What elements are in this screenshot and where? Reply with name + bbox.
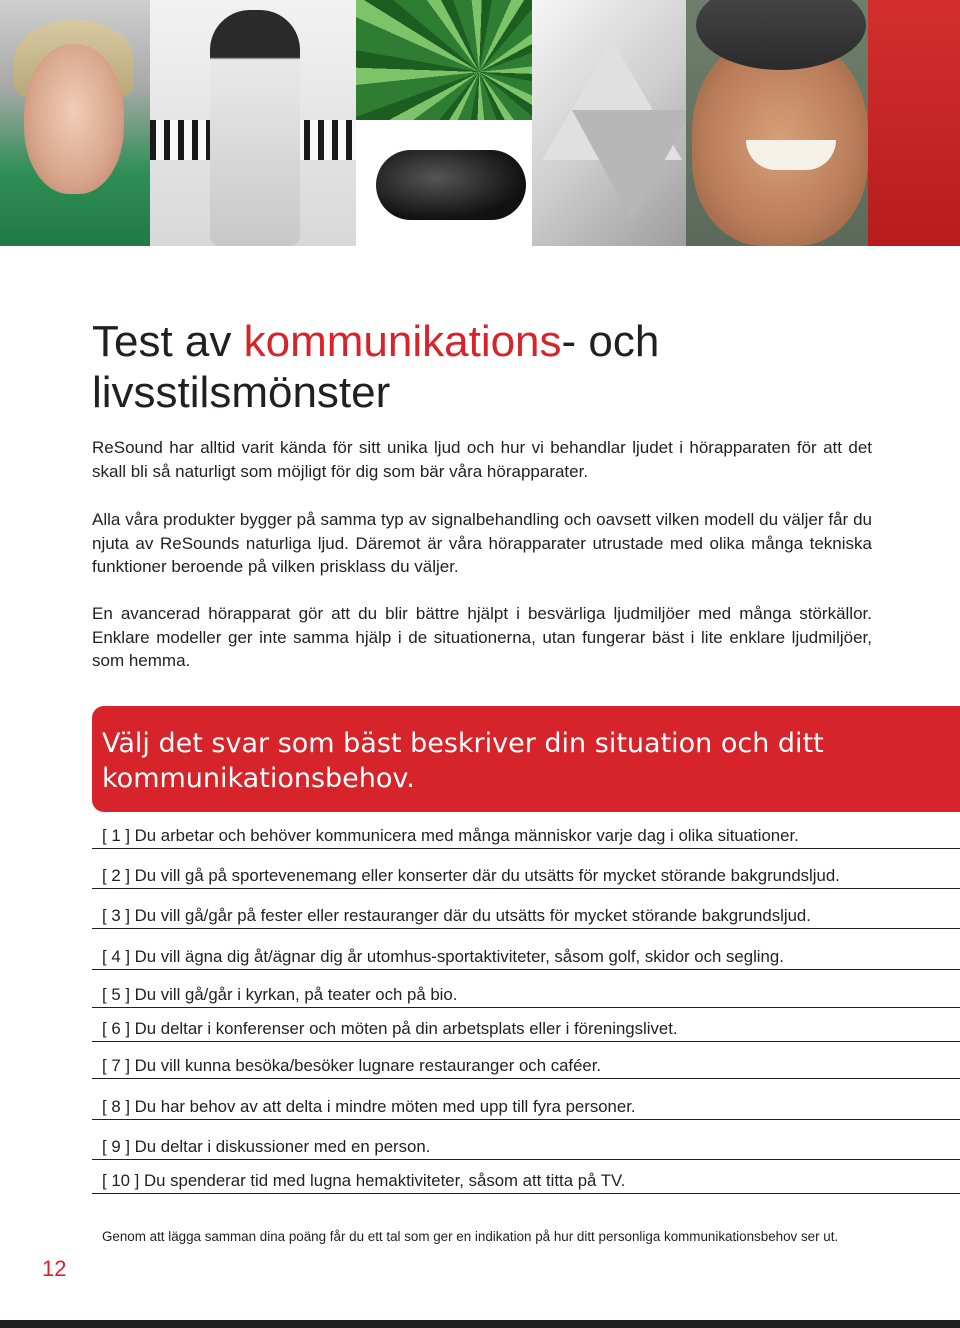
page-title — [92, 316, 892, 418]
answer-option[interactable]: [ 2 ] Du vill gå på sportevenemang eller konserter där du utsätts för mycket störande bakgrundsljud. — [92, 864, 960, 889]
woman-portrait-photo — [0, 0, 150, 246]
intro-paragraph: En avancerad hörapparat gör att du blir bättre hjälpt i besvärliga ljudmiljöer med många störkällor. Enklare modeller ger inte samma hjälp i de situationerna, utan fungerar bäst i lite enklare ljudmiljöer, som hemma. — [92, 604, 872, 670]
face-shape — [24, 44, 124, 194]
hearing-aid-shape — [376, 150, 526, 220]
page-number: 12 — [42, 1256, 67, 1281]
footnote: Genom att lägga samman dina poäng får du ett tal som ger en indikation på hur ditt personliga kommunikationsbehov ser ut. — [102, 1229, 839, 1244]
answer-option[interactable]: [ 4 ] Du vill ägna dig åt/ägnar dig år utomhus-sportaktiviteter, såsom golf, skidor och segling. — [92, 945, 960, 970]
answer-option[interactable]: [ 5 ] Du vill gå/går i kyrkan, på teater och på bio. — [92, 983, 960, 1008]
photo-strip — [0, 0, 960, 246]
smiling-man-portrait-photo — [686, 0, 868, 246]
bottom-rule — [0, 1320, 960, 1328]
answer-option[interactable]: [ 6 ] Du deltar i konferenser och möten på din arbetsplats eller i föreningslivet. — [92, 1017, 960, 1042]
answer-option[interactable]: [ 1 ] Du arbetar och behöver kommunicera med många människor varje dag i olika situationer. — [92, 824, 960, 849]
answer-option[interactable]: [ 3 ] Du vill gå/går på fester eller restauranger där du utsätts för mycket störande bakgrundsljud. — [92, 904, 960, 929]
title-post: - och livsstilsmönster — [92, 317, 660, 417]
intro-paragraph: Alla våra produkter bygger på samma typ av signalbehandling och oavsett vilken modell du väljer får du njuta av ReSounds naturliga ljud. Däremot är våra hörapparater utrustade med olika många tekniska funktioner beroende på vilken prisklass du väljer. — [92, 510, 872, 576]
question-heading: Välj det svar som bäst beskriver din situation och ditt kommunikationsbehov. — [102, 728, 824, 794]
title-pre: Test av — [92, 317, 244, 366]
paper-fold-shape — [572, 110, 686, 220]
answer-option[interactable]: [ 8 ] Du har behov av att delta i mindre möten med upp till fyra personer. — [92, 1095, 960, 1120]
answer-option[interactable]: [ 7 ] Du vill kunna besöka/besöker lugnare restauranger och caféer. — [92, 1054, 960, 1079]
girl-shape — [210, 10, 300, 246]
red-panel-photo — [868, 0, 960, 246]
answer-option[interactable]: [ 10 ] Du spenderar tid med lugna hemaktiviteter, såsom att titta på TV. — [92, 1169, 960, 1194]
girl-at-piano-photo — [150, 0, 356, 246]
plant-and-hearing-aid-photo — [356, 0, 532, 246]
title-accent: kommunikations — [243, 317, 562, 366]
folded-paper-photo — [532, 0, 686, 246]
plant-shape — [356, 0, 532, 120]
answer-option[interactable]: [ 9 ] Du deltar i diskussioner med en person. — [92, 1135, 960, 1160]
intro-paragraph: ReSound har alltid varit kända för sitt unika ljud och hur vi behandlar ljudet i hörapparaten för att det skall bli så naturligt som möjligt för dig som bär våra hörapparater. — [92, 438, 872, 481]
question-header-box — [92, 706, 960, 812]
